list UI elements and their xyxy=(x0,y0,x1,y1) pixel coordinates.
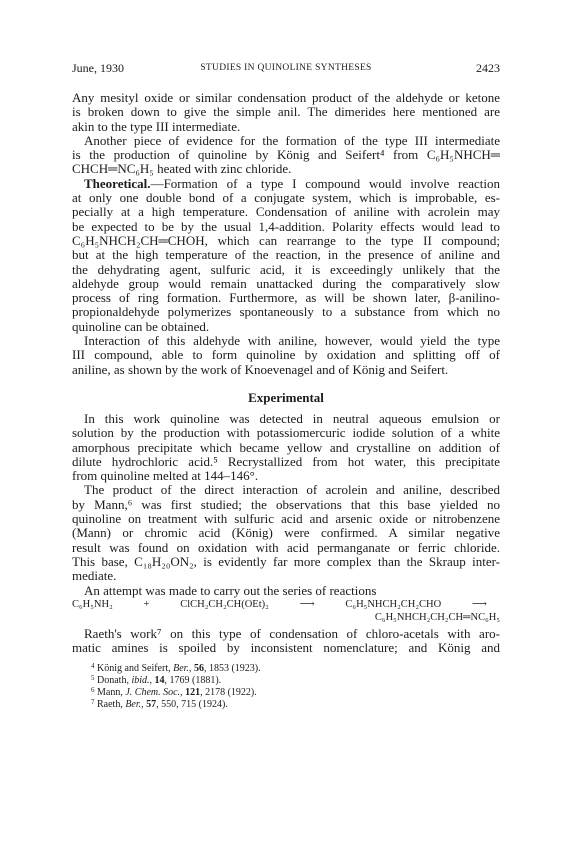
text-line: mediate. xyxy=(72,568,117,584)
equation-line: C₆H₅NH₂ + ClCH₂CH₂CH(OEt)₂ ⟶ C₆H₅NHCH₂CH₂CHO ⟶ xyxy=(72,599,487,610)
footnote-citation: , 1853 (1923). xyxy=(203,663,261,674)
text-line: at only one double bond of a conjugate system, which is improbable, es- xyxy=(72,190,500,206)
footnote-author: Donath, xyxy=(97,675,129,686)
issue-date: June, 1930 xyxy=(72,61,124,75)
section-heading: Experimental xyxy=(248,390,324,405)
footnote-journal: Ber., xyxy=(173,663,192,674)
footnote xyxy=(72,675,500,687)
text-line: but at the high temperature of the reaction, in the presence of aniline and xyxy=(72,247,500,263)
text-line: The product of the direct interaction of acrolein and aniline, described xyxy=(84,482,500,498)
paragraph xyxy=(72,584,500,598)
footnote-citation: , 1769 (1881). xyxy=(164,675,222,686)
text-line: is broken down to give the simple anil. The dimerides here mentioned are xyxy=(72,104,500,120)
footnotes xyxy=(72,663,500,711)
footnote-marker: 6 xyxy=(91,686,95,694)
text-line: aniline, as shown by the work of Knoevenagel and of König and Seifert. xyxy=(72,361,449,377)
equation-line: C₆H₅NHCH₂CH₂CH═NC₆H₅ xyxy=(374,612,500,623)
text-line xyxy=(72,177,500,191)
paragraph xyxy=(72,412,500,483)
footnote-citation: , 550, 715 (1924). xyxy=(156,699,228,710)
text-line: (Mann) or chromic acid (König) were confirmed. A similar negative xyxy=(72,525,500,541)
text-line: propionaldehyde polymerizes spontaneously to a substance from which no xyxy=(72,304,500,320)
paragraph xyxy=(72,334,500,377)
text-line: In this work quinoline was detected in neutral aqueous emulsion or xyxy=(84,411,500,426)
paragraph xyxy=(72,91,500,134)
footnote-volume: 14 xyxy=(154,675,165,686)
text-line: quinoline on treatment with sulfuric acid and arsenic oxide or nitrobenzene xyxy=(72,511,500,527)
footnote-citation: , 2178 (1922). xyxy=(200,687,257,698)
text-line-rest: —Formation of a type I compound would involve reaction xyxy=(150,175,500,191)
text-line: dilute hydrochloric acid.⁵ Recrystallized from hot water, this precipitate xyxy=(72,453,500,469)
text-line: amorphous precipitate which became yellow and crystalline on addition of xyxy=(72,439,500,455)
footnote-volume: 56 xyxy=(193,663,204,674)
text-line: quinoline can be obtained. xyxy=(72,318,210,334)
text-line: This base, C₁₈H₂₀ON₂, is evidently far more complex than the Skraup inter- xyxy=(72,553,500,569)
text-line: Another piece of evidence for the formation of the type III intermediate xyxy=(84,132,500,148)
paragraph xyxy=(72,483,500,583)
paragraph xyxy=(72,627,500,656)
text-line: by Mann,⁶ was first studied; the observations that this base yielded no xyxy=(72,496,500,512)
text-line: Any mesityl oxide or similar condensation product of the aldehyde or ketone xyxy=(72,90,500,105)
footnote-marker: 5 xyxy=(91,674,95,682)
running-head xyxy=(72,61,500,75)
paragraph xyxy=(72,134,500,177)
text-line: An attempt was made to carry out the series of reactions xyxy=(84,582,377,598)
footnote-journal: Ber., xyxy=(125,699,144,710)
text-line: be expected to be by the usual 1,4-addition. Polarity effects would lead to xyxy=(72,218,500,234)
paragraph xyxy=(72,177,500,334)
footnote xyxy=(72,663,500,675)
footnote-volume: 57 xyxy=(146,699,157,710)
footnote-marker: 4 xyxy=(91,662,95,670)
text-line: matic amines is spoiled by inconsistent nomenclature; and König and xyxy=(72,640,500,656)
page-number: 2423 xyxy=(476,61,500,75)
text-line: solution by the production with potassiomercuric iodide solution of a white xyxy=(72,425,500,441)
footnote-volume: 121 xyxy=(185,687,201,698)
text-column-upper xyxy=(72,91,500,377)
text-column-lower xyxy=(72,627,500,656)
text-line: aldehyde group would remain unattacked during the comparatively slow xyxy=(72,275,500,291)
text-line: C₆H₅NHCH₂CH═CHOH, which can rearrange to the type II compound; xyxy=(72,232,500,248)
text-line: result was found on oxidation with acid permanganate or ferric chloride. xyxy=(72,539,500,555)
text-line: from quinoline melted at 144–146°. xyxy=(72,468,259,484)
text-line: Raeth's work⁷ on this type of condensation of chloro-acetals with aro- xyxy=(84,626,500,641)
footnote-journal: ibid., xyxy=(131,675,153,686)
run-in-heading: Theoretical. xyxy=(84,175,151,191)
running-title: STUDIES IN QUINOLINE SYNTHESES xyxy=(200,63,372,73)
text-line: the dehydrating agent, sulfuric acid, it is exceedingly unlikely that the xyxy=(72,261,500,277)
text-line: pecially at a high temperature. Condensation of aniline with acrolein may xyxy=(72,204,500,220)
text-line: akin to the type III intermediate. xyxy=(72,118,241,134)
footnote-author: Mann, xyxy=(97,687,123,698)
text-line: Interaction of this aldehyde with aniline, however, would yield the type xyxy=(84,333,500,349)
footnote xyxy=(72,699,500,711)
reaction-equation xyxy=(72,598,500,624)
footnote-marker: 7 xyxy=(91,698,95,706)
footnote xyxy=(72,687,500,699)
text-line: CHCH═NC₆H₅ heated with zinc chloride. xyxy=(72,161,292,177)
footnote-author: Raeth, xyxy=(97,699,123,710)
text-line: is the production of quinoline by König and Seifert⁴ from C₆H₅NHCH═ xyxy=(72,147,500,163)
footnote-author: König and Seifert, xyxy=(97,663,171,674)
text-line: III compound, able to form quinoline by oxidation and splitting off of xyxy=(72,347,500,363)
text-line: process of ring formation. Furthermore, as will be shown later, β-anilino- xyxy=(72,290,500,306)
text-column-middle xyxy=(72,412,500,598)
footnote-journal: J. Chem. Soc., xyxy=(125,687,183,698)
